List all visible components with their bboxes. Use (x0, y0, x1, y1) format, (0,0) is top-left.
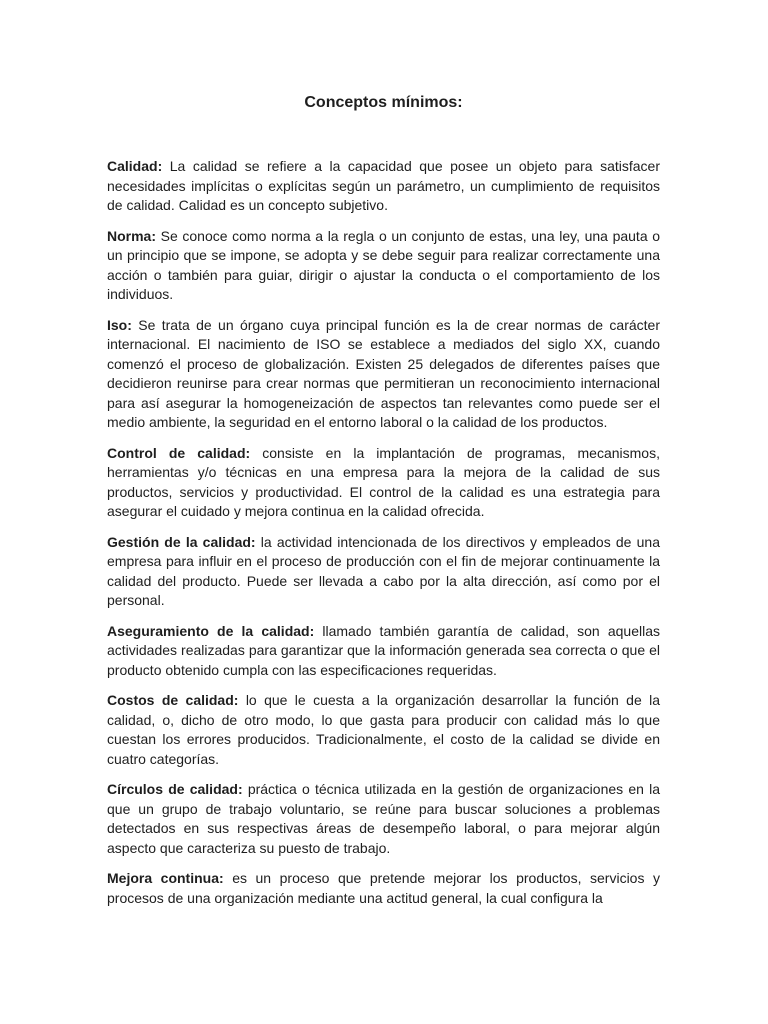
definition-text: la actividad intencionada de los directivos y empleados de una empresa para influir en el proceso de producción con el fin de mejorar continuamente la calidad del producto. Puede ser llevada a cabo por la alta dirección, así como por el personal. (107, 533, 661, 608)
definition-gestion-de-la-calidad (107, 533, 660, 611)
term-label: Costos de calidad: (107, 692, 239, 708)
term-label: Mejora continua: (107, 870, 224, 886)
definition-text: es un proceso que pretende mejorar los productos, servicios y procesos de una organización mediante una actitud general, la cual configura la (107, 870, 660, 906)
term-label: Iso: (107, 316, 132, 333)
term-label: Control de calidad: (107, 444, 251, 461)
term-label: Norma: (107, 227, 157, 244)
definition-text: práctica o técnica utilizada en la gestión de organizaciones en la que un grupo de trabajo voluntario, se reúne para buscar soluciones a problemas detectados en sus respectivas áreas de desempeño laboral, o para mejorar algún aspecto que caracteriza su puesto de trabajo. (107, 781, 660, 856)
definition-text: consiste en la implantación de programas, mecanismos, herramientas y/o técnicas en una empresa para la mejora de la calidad de sus productos, servicios y productividad. El control de la calidad es una estrategia para asegurar el cuidado y mejora continua en la calidad ofrecida. (107, 444, 660, 519)
definition-aseguramiento-de-la-calidad (107, 622, 660, 681)
definition-calidad (107, 157, 660, 216)
definition-text: La calidad se refiere a la capacidad que posee un objeto para satisfacer necesidades implícitas o explícitas según un parámetro, un cumplimiento de requisitos de calidad. Calidad es un concepto subjetivo. (107, 158, 660, 213)
definition-circulos-de-calidad (107, 780, 660, 858)
term-label: Aseguramiento de la calidad: (107, 622, 315, 639)
term-label: Gestión de la calidad: (107, 533, 256, 550)
definition-text: Se conoce como norma a la regla o un conjunto de estas, una ley, una pauta o un principio que se impone, se adopta y se debe seguir para realizar correctamente una acción o también para guiar, dirigir o ajustar la conducta o el comportamiento de los individuos. (107, 227, 661, 302)
definition-text: Se trata de un órgano cuya principal función es la de crear normas de carácter internacional. El nacimiento de ISO se establece a mediados del siglo XX, cuando comenzó el proceso de globalización. Existen 25 delegados de diferentes países que decidieron reunirse para crear normas que permitieran un reconocimiento internacional para así asegurar la homogeneización de aspectos tan relevantes como puede ser el medio ambiente, la seguridad en el entorno laboral o la calidad de los productos. (107, 316, 661, 430)
definition-mejora-continua (107, 869, 660, 908)
definition-control-de-calidad (107, 444, 660, 522)
definition-costos-de-calidad (107, 691, 660, 769)
term-label: Calidad: (107, 158, 163, 174)
term-label: Círculos de calidad: (107, 781, 243, 797)
definition-text: llamado también garantía de calidad, son aquellas actividades realizadas para garantizar que la información generada sea correcta o que el producto obtenido cumpla con las especificaciones requeridas. (107, 622, 660, 678)
definition-iso (107, 316, 660, 433)
page-title: Conceptos mínimos: (304, 94, 463, 111)
definition-norma (107, 227, 660, 305)
definition-text: lo que le cuesta a la organización desarrollar la función de la calidad, o, dicho de otro modo, lo que gasta para producir con calidad más lo que cuestan los errores producidos. Tradicionalmente, el costo de la calidad se divide en cuatro categorías. (107, 692, 661, 767)
